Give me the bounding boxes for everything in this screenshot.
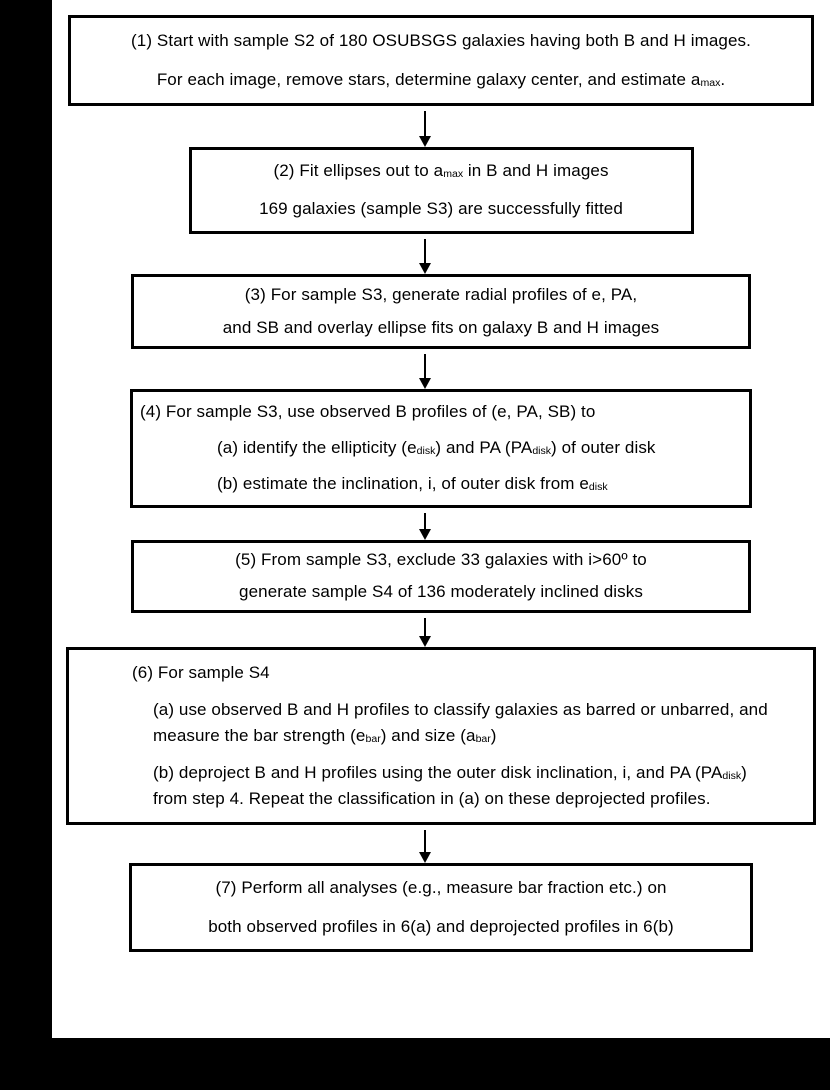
- arrow-head: [419, 136, 431, 147]
- flowchart-step-4: [130, 389, 752, 508]
- flowchart-step-3: [131, 274, 751, 349]
- arrow-head: [419, 263, 431, 274]
- step-4-line-2: (a) identify the ellipticity $(e_{disk})$ and PA $(PA_{disk})$ of outer disk: [217, 438, 656, 457]
- arrow-head: [419, 378, 431, 389]
- arrow-stem: [424, 354, 426, 378]
- flowchart-step-1: [68, 15, 814, 106]
- arrow-stem: [424, 239, 426, 263]
- down-arrow-icon: [419, 825, 431, 863]
- down-arrow-icon: [419, 613, 431, 647]
- step-5-line-1: (5) From sample S3, exclude 33 galaxies with i>60º to: [235, 550, 647, 569]
- arrow-stem: [424, 111, 426, 136]
- arrow-head: [419, 852, 431, 863]
- step-7-line-1: (7) Perform all analyses (e.g., measure bar fraction etc.) on: [215, 878, 667, 897]
- arrow-stem: [424, 618, 426, 636]
- flowchart-step-2: [189, 147, 694, 234]
- flowchart-step-5: [131, 540, 751, 613]
- step-4-line-3: (b) estimate the inclination, i, of outer disk from $e_{disk}$: [217, 474, 608, 493]
- flowchart-step-6: [66, 647, 816, 825]
- step-2-line-1: (2) Fit ellipses out to $a_{max}$ in B and H images: [273, 161, 609, 180]
- arrow-head: [419, 529, 431, 540]
- step-7-line-2: both observed profiles in 6(a) and deprojected profiles in 6(b): [208, 917, 674, 936]
- down-arrow-icon: [419, 349, 431, 389]
- arrow-head: [419, 636, 431, 647]
- step-6-item-b: (b) deproject B and H profiles using the outer disk inclination, i, and PA $(PA_{disk})$ from step 4. Repeat the classification in (a) on these deprojected profiles.: [153, 763, 747, 808]
- flowchart-panel: [52, 0, 830, 1038]
- flowchart-step-7: [129, 863, 753, 952]
- step-5-line-2: generate sample S4 of 136 moderately inclined disks: [239, 582, 643, 601]
- step-1-line-2: For each image, remove stars, determine galaxy center, and estimate $a_{max}$.: [156, 70, 726, 89]
- down-arrow-icon: [419, 508, 431, 540]
- arrow-stem: [424, 830, 426, 852]
- step-3-line-2: and SB and overlay ellipse fits on galaxy B and H images: [222, 318, 660, 337]
- down-arrow-icon: [419, 234, 431, 274]
- step-6-item-a: (a) use observed B and H profiles to classify galaxies as barred or unbarred, and measure the bar strength $(e_{bar})$ and size $(a_{bar})$: [153, 700, 768, 745]
- step-1-line-1: (1) Start with sample S2 of 180 OSUBSGS galaxies having both B and H images.: [131, 31, 751, 50]
- step-4-line-1: (4) For sample S3, use observed B profiles of (e, PA, SB) to: [140, 402, 596, 421]
- step-6-heading: (6) For sample S4: [132, 663, 270, 682]
- step-2-line-2: 169 galaxies (sample S3) are successfully fitted: [259, 199, 623, 218]
- down-arrow-icon: [419, 106, 431, 147]
- step-3-line-1: (3) For sample S3, generate radial profiles of e, PA,: [244, 285, 638, 304]
- arrow-stem: [424, 513, 426, 529]
